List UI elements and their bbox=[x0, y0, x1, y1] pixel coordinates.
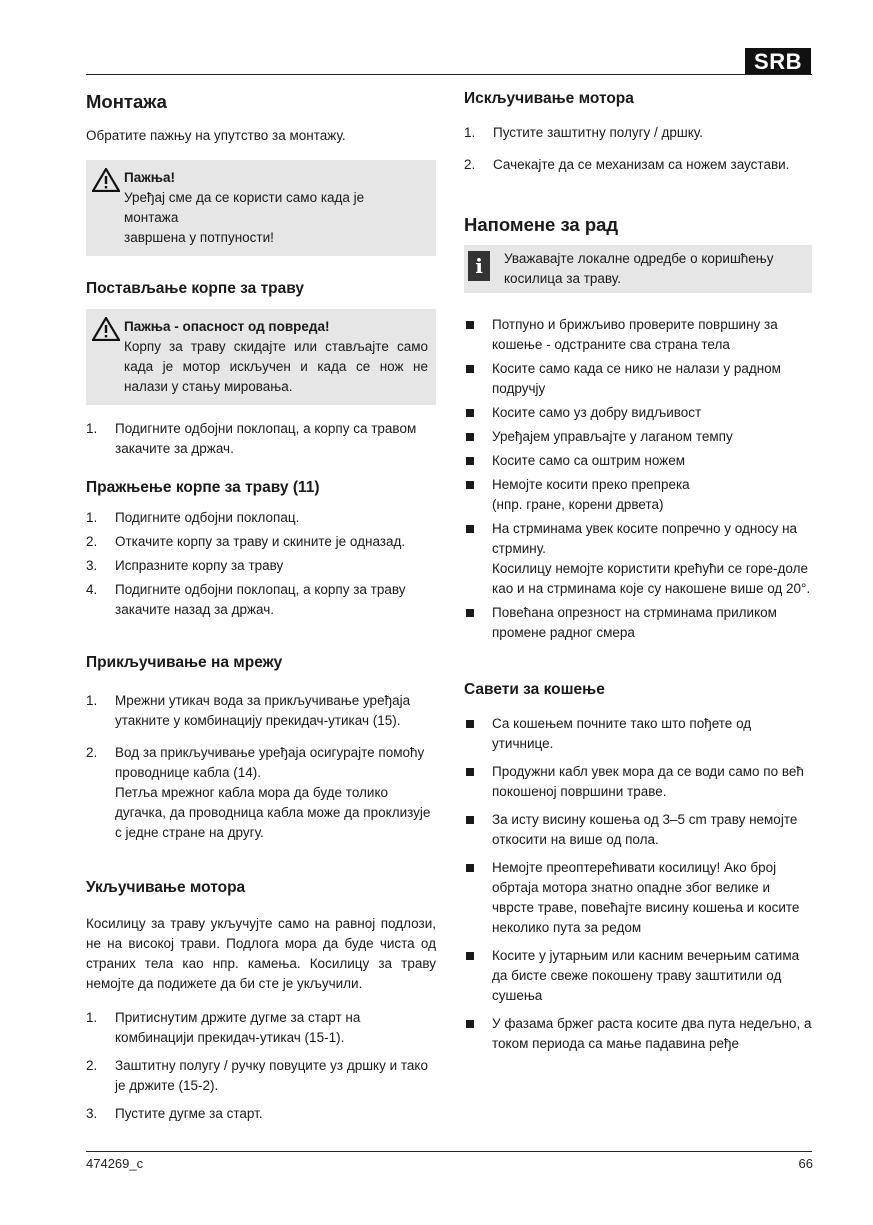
list-item: 4. Подигните одбојни поклопац, а корпу за траву закачите назад за држач. bbox=[86, 582, 406, 617]
warning-line: завршена у потпуности! bbox=[124, 230, 274, 245]
warning-text: Корпу за траву скидајте или стављајте само када је мотор искључен и када се нож не налази у стању мировања. bbox=[124, 339, 428, 394]
montaza-warning-box bbox=[86, 160, 436, 256]
ukljucivanje-steps bbox=[86, 1008, 436, 1124]
left-column bbox=[86, 88, 436, 1124]
list-item: 2. Сачекајте да се механизам са ножем заустави. bbox=[464, 157, 790, 172]
list-item: Косите само са оштрим ножем bbox=[464, 451, 812, 471]
language-badge: SRB bbox=[745, 48, 811, 75]
saveti-list bbox=[464, 714, 812, 1054]
warning-line: монтажа bbox=[124, 210, 179, 225]
napomene-list bbox=[464, 315, 812, 643]
list-item: Уређајем управљајте у лаганом темпу bbox=[464, 427, 812, 447]
list-item: На стрминама увек косите попречно у односу на стрмину. Косилицу немојте користити крећући се горе-доле као и на стрминама које су накошене више од 20°. bbox=[464, 519, 812, 599]
list-item: 1. Пустите заштитну полугу / дршку. bbox=[464, 125, 703, 140]
info-text: Уважавајте локалне одредбе о коришћењу косилица за траву. bbox=[504, 251, 774, 286]
napomene-info-box bbox=[464, 245, 812, 293]
info-icon: i bbox=[468, 251, 490, 281]
warning-title: Пажња - опасност од повреда! bbox=[124, 319, 330, 334]
warning-triangle-icon bbox=[92, 168, 120, 192]
list-item: Немојте преоптерећивати косилицу! Ако број обртаја мотора знатно опадне због велике и чврсте траве, повећајте висину кошења и косите неколико пута за редом bbox=[464, 858, 812, 938]
list-item: 1. Притиснутим држите дугме за старт на комбинацији прекидач-утикач (15-1). bbox=[86, 1010, 361, 1045]
list-item: У фазама бржег раста косите два пута недељно, а током периода са мање падавина ређе bbox=[464, 1014, 812, 1054]
list-item: 1. Мрежни утикач вода за прикључивање уређаја утакните у комбинацију прекидач-утикач (15). bbox=[86, 693, 411, 728]
list-item: Косите само када се нико не налази у радном подручју bbox=[464, 359, 812, 399]
warning-title: Пажња! bbox=[124, 170, 176, 185]
list-item: 2. Заштитну полугу / ручку повуците уз дршку и тако је држите (15-2). bbox=[86, 1058, 428, 1093]
section-title-iskljucivanje: Искључивање мотора bbox=[464, 90, 634, 107]
section-title-ukljucivanje: Укључивање мотора bbox=[86, 879, 246, 896]
list-item: 1. Подигните одбојни поклопац, а корпу са травом закачите за држач. bbox=[86, 421, 417, 456]
document-code: 474269_c bbox=[86, 1156, 144, 1171]
list-item: 1. Подигните одбојни поклопац. bbox=[86, 510, 300, 525]
right-column bbox=[464, 88, 812, 1054]
postavljanje-warning-box bbox=[86, 309, 436, 405]
postavljanje-steps bbox=[86, 419, 436, 459]
list-item: Са кошењем почните тако што пођете од утичнице. bbox=[464, 714, 812, 754]
list-item: Немојте косити преко препрека (нпр. гране, корени дрвета) bbox=[464, 475, 812, 515]
section-title-montaza: Монтажа bbox=[86, 91, 167, 112]
list-item: Косите у јутарњим или касним вечерњим сатима да бисте свеже покошену траву заштитили од сушења bbox=[464, 946, 812, 1006]
list-item: 3. Испразните корпу за траву bbox=[86, 558, 284, 573]
list-item: За исту висину кошења од 3–5 cm траву немојте откосити на више од пола. bbox=[464, 810, 812, 850]
list-item: Продужни кабл увек мора да се води само по већ покошеној површини траве. bbox=[464, 762, 812, 802]
section-title-saveti: Савети за кошење bbox=[464, 681, 605, 698]
ukljucivanje-intro: Косилицу за траву укључујте само на равној подлози, не на високој трави. Подлога мора да буде чиста од страних тела као нпр. камења. Косилицу за траву немојте да подижете да би сте је укључили. bbox=[86, 916, 436, 991]
list-item: 3. Пустите дугме за старт. bbox=[86, 1106, 263, 1121]
footer-rule bbox=[86, 1151, 812, 1152]
list-item: Потпуно и брижљиво проверите површину за кошење - одстраните сва страна тела bbox=[464, 315, 812, 355]
page-number: 66 bbox=[798, 1156, 813, 1171]
header-rule bbox=[86, 74, 812, 75]
list-item: Повећана опрезност на стрминама приликом промене радног смера bbox=[464, 603, 812, 643]
warning-line: Уређај сме да се користи само када је bbox=[124, 190, 365, 205]
prikljucivanje-steps bbox=[86, 691, 436, 843]
section-title-praznjenje: Пражњење корпе за траву (11) bbox=[86, 479, 320, 496]
iskljucivanje-steps bbox=[464, 123, 812, 175]
section-title-napomene: Напомене за рад bbox=[464, 214, 619, 235]
warning-triangle-icon bbox=[92, 317, 120, 341]
section-title-prikljucivanje: Прикључивање на мрежу bbox=[86, 654, 283, 671]
list-item: 2. Откачите корпу за траву и скините је одназад. bbox=[86, 534, 406, 549]
montaza-intro: Обратите пажњу на упутство за монтажу. bbox=[86, 128, 346, 143]
list-item: 2. Вод за прикључивање уређаја осигурајте помоћу проводнице кабла (14). Петља мрежног кабла мора да буде толико дугачка, да проводница кабла може да проклизује с једне стране на другу. bbox=[86, 745, 431, 840]
praznjenje-steps bbox=[86, 508, 436, 620]
list-item: Косите само уз добру видљивост bbox=[464, 403, 812, 423]
section-title-postavljanje: Постављање корпе за траву bbox=[86, 280, 305, 297]
